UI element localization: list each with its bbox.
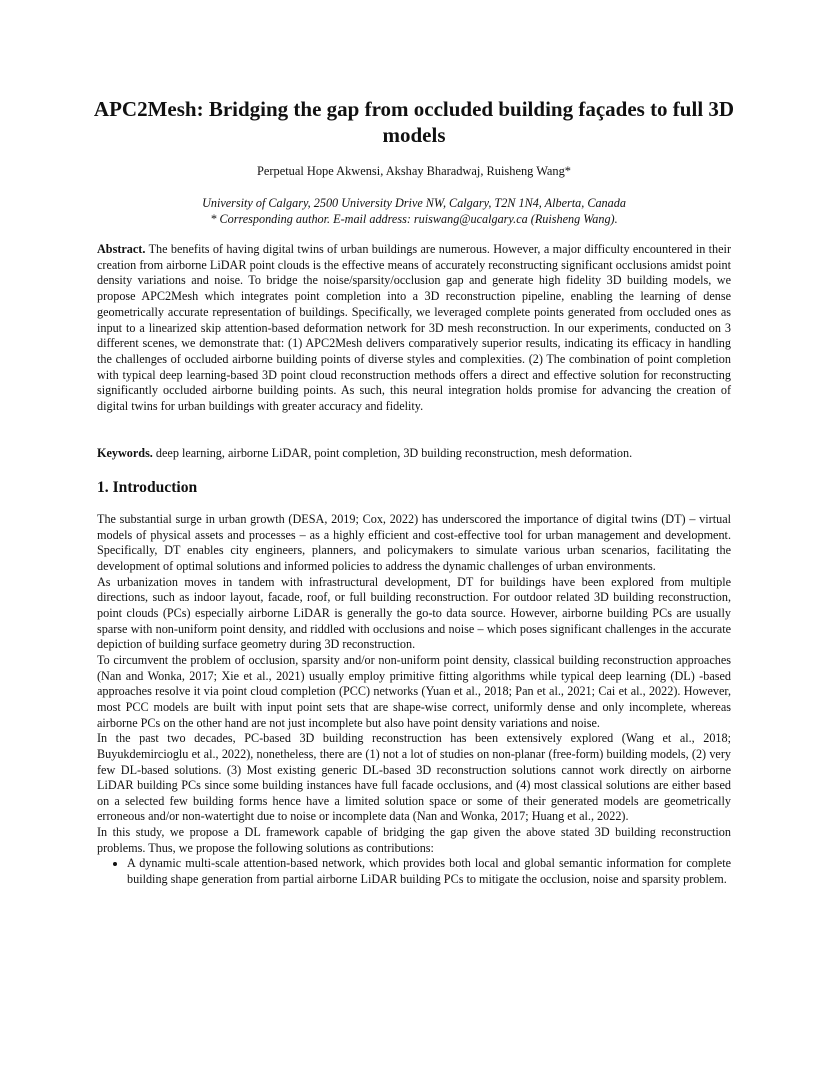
list-item: • A dynamic multi-scale attention-based network, which provides both local and global semantic information for complete building shape generation from partial airborne LiDAR building PCs to mitigate the occlusion, noise and sparsity problem. — [127, 856, 731, 887]
section-heading: 1. Introduction — [97, 479, 198, 496]
keywords-text: deep learning, airborne LiDAR, point completion, 3D building reconstruction, mesh deformation. — [155, 446, 633, 460]
paragraph: In this study, we propose a DL framework capable of bridging the gap given the above stated 3D building reconstruction problems. Thus, we propose the following solutions as contributions: — [97, 825, 731, 855]
abstract-label: Abstract. — [97, 242, 146, 256]
paragraph: To circumvent the problem of occlusion, sparsity and/or non-uniform point density, classical building reconstruction approaches (Nan and Wonka, 2017; Xie et al., 2021) usually employ primitive fitting algorithms while typical deep learning (DL) -based approaches resolve it via point cloud completion (PCC) networks (Yuan et al., 2018; Pan et al., 2021; Cai et al., 2022). However, most PCC models are built with input point sets that are shape-wise correct, uniformly dense and only incomplete, whereas airborne PCs on the other hand are not just incomplete but also have point density variations and noise. — [97, 652, 731, 730]
author-list: Perpetual Hope Akwensi, Akshay Bharadwaj, Ruisheng Wang* — [257, 164, 571, 178]
section-body — [97, 512, 731, 888]
abstract-text: The benefits of having digital twins of urban buildings are numerous. However, a major difficulty encountered in their creation from airborne LiDAR point clouds is the effective means of accurately reconstructing significant occlusions amidst point density variations and noise. To bridge the noise/sparsity/occlusion gap and generate high fidelity 3D building models, we propose APC2Mesh which integrates point completion into a 3D reconstruction pipeline, enabling the learning of dense geometrically accurate representation of buildings. Specifically, we leveraged complete points generated from occluded ones as input to a linearized skip attention-based deformation network for 3D mesh reconstruction. In our experiments, conducted on 3 different scenes, we demonstrate that: (1) APC2Mesh delivers comparatively superior results, indicating its efficacy in handling the challenges of occluded airborne building points of diverse styles and complexities. (2) The combination of point completion with typical deep learning-based 3D point cloud reconstruction methods offers a direct and effective solution for reconstructing significantly occluded airborne building points. As such, this neural integration holds promise for advancing the creation of digital twins for urban buildings with greater accuracy and fidelity. — [97, 242, 731, 414]
keywords — [97, 445, 731, 461]
paragraph: As urbanization moves in tandem with infrastructural development, DT for buildings have been explored from multiple directions, such as indoor layout, facade, roof, or full building reconstruction. For outdoor related 3D building reconstruction, point clouds (PCs) especially airborne LiDAR is generally the go-to data source. However, airborne building PCs are usually sparse with non-uniform point density, and riddled with occlusions and noise – which poses significant challenges in the accurate depiction of building surface geometry during 3D reconstruction. — [97, 574, 731, 652]
abstract — [97, 242, 731, 415]
contribution-list — [97, 856, 731, 887]
keywords-label: Keywords. — [97, 446, 153, 460]
corresponding-author-note: * Corresponding author. E-mail address: ruiswang@ucalgary.ca (Ruisheng Wang). — [210, 212, 618, 226]
affiliation-block — [90, 195, 738, 227]
paragraph: In the past two decades, PC-based 3D building reconstruction has been extensively explored (Wang et al., 2018; Buyukdemircioglu et al., 2022), nonetheless, there are (1) not a lot of studies on non-planar (free-form) building models, (2) very few DL-based solutions. (3) Most existing generic DL-based 3D reconstruction solutions cannot work directly on airborne LiDAR building PCs since some building instances have full facade occlusions, and (4) most classical solutions are either based on a selected few building forms hence have a limited solution space or some of their generated models are geometrically erroneous and/or non-watertight due to noise or incomplete data (Nan and Wonka, 2017; Huang et al., 2022). — [97, 731, 731, 824]
affiliation: University of Calgary, 2500 University Drive NW, Calgary, T2N 1N4, Alberta, Canada — [202, 196, 626, 210]
paragraph: The substantial surge in urban growth (DESA, 2019; Cox, 2022) has underscored the importance of digital twins (DT) – virtual models of physical assets and processes – as a highly efficient and cost-effective tool for urban management and development. Specifically, DT enables city engineers, planners, and policymakers to simulate various urban scenarios, facilitating the development of optimal solutions and informed policies to address the dynamic challenges of urban environments. — [97, 512, 731, 573]
paper-title: APC2Mesh: Bridging the gap from occluded building façades to full 3D models — [93, 97, 735, 147]
